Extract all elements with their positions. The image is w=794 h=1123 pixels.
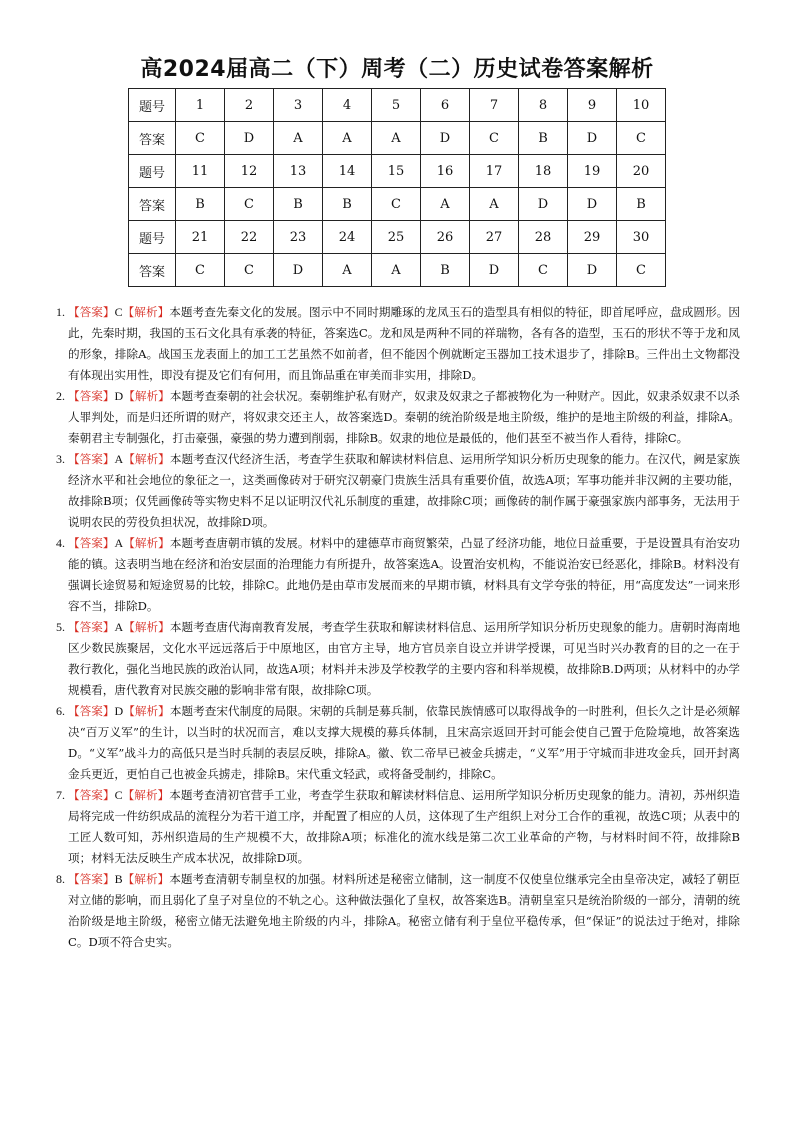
table-cell: 19	[568, 155, 617, 188]
table-cell: 23	[274, 221, 323, 254]
table-cell: 5	[372, 89, 421, 122]
answer-tag: 【答案】	[68, 788, 115, 802]
table-cell: 8	[519, 89, 568, 122]
row-label: 答案	[129, 122, 176, 155]
table-cell: A	[470, 188, 519, 221]
analysis-item	[56, 701, 740, 785]
analysis-item	[56, 533, 740, 617]
analysis-list	[56, 302, 740, 953]
table-cell: 27	[470, 221, 519, 254]
table-cell: D	[421, 122, 470, 155]
table-cell: C	[225, 188, 274, 221]
item-number: 2.	[56, 389, 65, 403]
table-cell: A	[421, 188, 470, 221]
item-number: 3.	[56, 452, 65, 466]
table-cell: 20	[617, 155, 666, 188]
answer-key-table	[128, 88, 666, 287]
analysis-text: 本题考查唐代海南教育发展，考查学生获取和解读材料信息、运用所学知识分析历史现象的能力。唐朝时海南地区少数民族聚居，文化水平远远落后于中原地区，由官方主导，地方官员亲自设立并讲学授课，可见当时兴办教育的目的之一在于教行教化，强化当地民族的政治认同，故选A项；材料并未涉及学校教学的主要内容和科举规模，故排除B.D两项；从材料中的办学规模看，唐代教育对民族交融的影响非常有限，故排除C项。	[68, 620, 740, 697]
analysis-tag: 【解析】	[123, 536, 170, 550]
table-cell: 11	[176, 155, 225, 188]
table-cell: D	[568, 188, 617, 221]
item-number: 7.	[56, 788, 65, 802]
answer-letter: A	[114, 620, 124, 634]
row-label: 答案	[129, 188, 176, 221]
table-cell: D	[274, 254, 323, 287]
answer-letter: D	[114, 704, 124, 718]
analysis-text: 本题考查清朝专制皇权的加强。材料所述是秘密立储制，这一制度不仅使皇位继承完全由皇帝决定，减轻了朝臣对立储的影响，而且弱化了皇子对皇位的不轨之心。这种做法强化了皇权，故答案选B。清朝皇室只是统治阶级的一部分，清朝的统治阶级是地主阶级，秘密立储无法避免地主阶级的内斗，排除A。秘密立储有利于皇位平稳传承，但“保证”的说法过于绝对，排除C。D项不符合史实。	[68, 872, 740, 949]
table-cell: A	[323, 122, 372, 155]
analysis-text: 本题考查唐朝市镇的发展。材料中的建德草市商贸繁荣，凸显了经济功能，地位日益重要，于是设置具有治安功能的镇。这表明当地在经济和治安层面的治理能力有所提升，故答案选A。设置治安机构，不能说治安已经恶化，排除B。材料没有强调长途贸易和短途贸易的比较，排除C。此地仍是由草市发展而来的早期市镇，材料具有文学夸张的特征，用“高度发达”一词来形容不当，排除D。	[68, 536, 740, 613]
answer-letter: D	[114, 389, 124, 403]
table-cell: 13	[274, 155, 323, 188]
table-row	[129, 221, 666, 254]
table-cell: C	[225, 254, 274, 287]
analysis-tag: 【解析】	[123, 704, 170, 718]
item-number: 6.	[56, 704, 65, 718]
table-cell: D	[519, 188, 568, 221]
answer-tag: 【答案】	[68, 872, 115, 886]
analysis-item	[56, 617, 740, 701]
table-cell: 10	[617, 89, 666, 122]
analysis-text: 本题考查清初官营手工业，考查学生获取和解读材料信息、运用所学知识分析历史现象的能力。清初，苏州织造局将完成一件纺织成品的流程分为若干道工序，并配置了相应的人员，这体现了生产组织上对分工合作的重视，故选C项；从表中的工匠人数可知，苏州织造局的生产规模不大，故排除A项；标准化的流水线是第二次工业革命的产物，与材料时间不符，故排除B项；材料无法反映生产成本状况，故排除D项。	[68, 788, 740, 865]
table-cell: 1	[176, 89, 225, 122]
answer-letter: C	[114, 305, 123, 319]
table-cell: 18	[519, 155, 568, 188]
table-cell: 12	[225, 155, 274, 188]
table-cell: D	[568, 254, 617, 287]
analysis-item	[56, 386, 740, 449]
table-cell: 28	[519, 221, 568, 254]
item-number: 4.	[56, 536, 65, 550]
table-cell: A	[372, 254, 421, 287]
analysis-text: 本题考查秦朝的社会状况。秦朝维护私有财产，奴隶及奴隶之子都被物化为一种财产。因此，奴隶杀奴隶不以杀人罪判处，而是归还所谓的财产，将奴隶交还主人，故答案选D。秦朝的统治阶级是地主阶级，维护的是地主阶级的利益，排除A。秦朝君主专制强化，打击豪强，豪强的势力遭到削弱，排除B。奴隶的地位是最低的，他们甚至不被当作人看待，排除C。	[68, 389, 740, 445]
answer-tag: 【答案】	[68, 620, 115, 634]
table-row	[129, 254, 666, 287]
table-cell: 3	[274, 89, 323, 122]
analysis-tag: 【解析】	[123, 389, 170, 403]
page-title: 高2024届高二（下）周考（二）历史试卷答案解析	[140, 57, 654, 82]
answer-tag: 【答案】	[68, 704, 115, 718]
analysis-text: 本题考查汉代经济生活，考查学生获取和解读材料信息、运用所学知识分析历史现象的能力。在汉代，阙是家族经济水平和社会地位的象征之一，这类画像砖对于研究汉朝豪门贵族生活具有重要价值，故选A项；军事功能并非汉阙的主要功能，故排除B项；仅凭画像砖等实物史料不足以证明汉代礼乐制度的重建，故排除C项；画像砖的制作属于豪强家族内部事务，无法用于说明农民的劳役负担状况，故排除D项。	[68, 452, 740, 529]
analysis-tag: 【解析】	[122, 872, 170, 886]
table-row	[129, 89, 666, 122]
row-label: 题号	[129, 221, 176, 254]
table-cell: 2	[225, 89, 274, 122]
table-cell: 15	[372, 155, 421, 188]
answer-tag: 【答案】	[68, 536, 115, 550]
analysis-text: 本题考查先秦文化的发展。图示中不同时期雕琢的龙凤玉石的造型具有相似的特征，即首尾呼应，盘成圆形。因此，先秦时期，我国的玉石文化具有承袭的特征，答案选C。龙和凤是两种不同的祥瑞物，各有各的造型，玉石的形状不等于龙和凤的形象，排除A。战国玉龙表面上的加工工艺虽然不如前者，但不能因个例就断定玉器加工技术退步了，排除B。三件出土文物都没有体现出实用性，即没有提及它们有何用，而且饰品重在审美而非实用，排除D。	[68, 305, 740, 382]
analysis-item	[56, 869, 740, 953]
analysis-item	[56, 302, 740, 386]
table-cell: B	[519, 122, 568, 155]
table-row	[129, 188, 666, 221]
table-cell: B	[323, 188, 372, 221]
answer-letter: C	[114, 788, 123, 802]
table-cell: A	[323, 254, 372, 287]
answer-letter: A	[114, 452, 124, 466]
table-cell: 4	[323, 89, 372, 122]
table-cell: 6	[421, 89, 470, 122]
item-number: 8.	[56, 872, 65, 886]
analysis-text: 本题考查宋代制度的局限。宋朝的兵制是募兵制，依靠民族情感可以取得战争的一时胜利，但长久之计是必须解决“百万义军”的生计，以当时的状况而言，难以支撑大规模的募兵体制，且宋高宗返回开封可能会使自己置于危险境地，故答案选D。“义军”战斗力的高低只是当时兵制的表层反映，排除A。徽、钦二帝早已被金兵掳走，“义军”用于守城而非进攻金兵，回开封离金兵更近，更怕自己也被金兵掳走，排除B。宋代重文轻武，或将备受制约，排除C。	[68, 704, 740, 781]
table-cell: C	[617, 122, 666, 155]
table-cell: 14	[323, 155, 372, 188]
table-row	[129, 155, 666, 188]
analysis-tag: 【解析】	[123, 620, 170, 634]
table-cell: C	[176, 122, 225, 155]
table-row	[129, 122, 666, 155]
table-cell: 17	[470, 155, 519, 188]
answer-letter: B	[114, 872, 123, 886]
table-cell: 30	[617, 221, 666, 254]
table-cell: B	[176, 188, 225, 221]
analysis-item	[56, 785, 740, 869]
table-cell: 16	[421, 155, 470, 188]
analysis-tag: 【解析】	[122, 305, 170, 319]
table-cell: C	[176, 254, 225, 287]
table-cell: 26	[421, 221, 470, 254]
answer-tag: 【答案】	[68, 305, 115, 319]
table-cell: C	[470, 122, 519, 155]
row-label: 题号	[129, 155, 176, 188]
table-cell: 24	[323, 221, 372, 254]
table-cell: A	[274, 122, 323, 155]
item-number: 1.	[56, 305, 65, 319]
row-label: 题号	[129, 89, 176, 122]
table-cell: B	[421, 254, 470, 287]
table-cell: A	[372, 122, 421, 155]
table-cell: 25	[372, 221, 421, 254]
table-cell: C	[617, 254, 666, 287]
table-cell: D	[568, 122, 617, 155]
analysis-tag: 【解析】	[123, 452, 170, 466]
table-cell: B	[274, 188, 323, 221]
analysis-item	[56, 449, 740, 533]
table-cell: C	[519, 254, 568, 287]
table-cell: D	[225, 122, 274, 155]
table-cell: 7	[470, 89, 519, 122]
analysis-tag: 【解析】	[122, 788, 170, 802]
table-cell: C	[372, 188, 421, 221]
table-cell: 9	[568, 89, 617, 122]
table-cell: D	[470, 254, 519, 287]
row-label: 答案	[129, 254, 176, 287]
answer-tag: 【答案】	[68, 389, 115, 403]
table-cell: 22	[225, 221, 274, 254]
item-number: 5.	[56, 620, 65, 634]
table-cell: B	[617, 188, 666, 221]
table-cell: 29	[568, 221, 617, 254]
answer-tag: 【答案】	[68, 452, 115, 466]
table-cell: 21	[176, 221, 225, 254]
answer-letter: A	[114, 536, 124, 550]
